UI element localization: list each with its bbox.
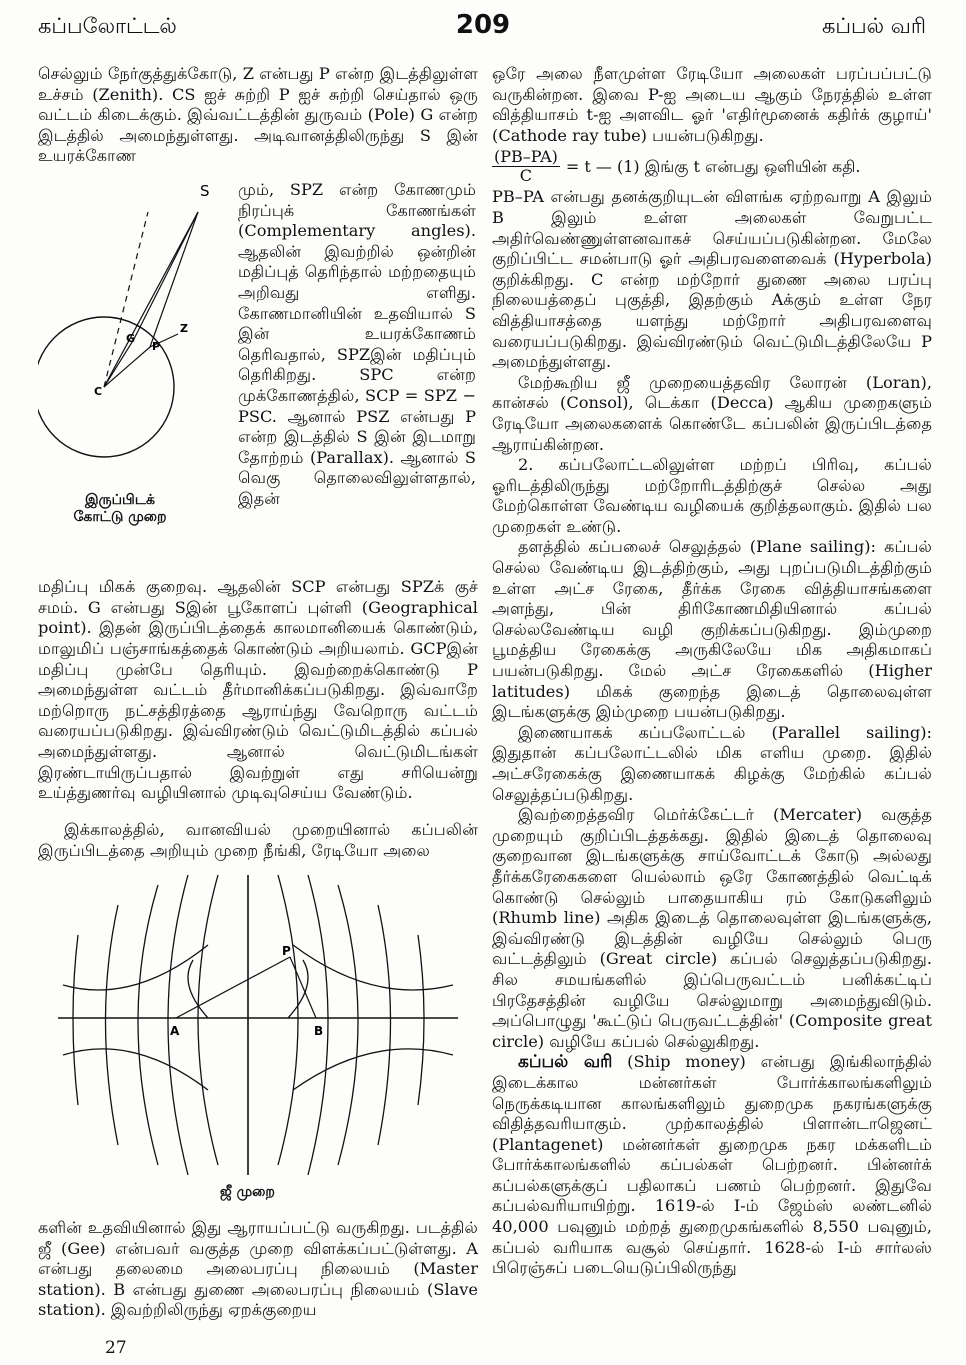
right-paragraph5: தளத்தில் கப்பலைச் செலுத்தல் (Plane sailing): கப்பல் செல்ல வேண்டிய இடத்திற்கும், அது புறப்படுமிடத்திற்கும் உள்ள அட்ச ரேகை, தீர்க்க ரேகை வித்தியாசங்களை அளந்து, பின் திரிகோணமிதியினால் கப்பல் செல்லவேண்டிய வழி குறிக்கப்படுகிறது. இம்முறை பூமத்திய ரேகைக்கு அருகிலேயே மிக அதிகமாகப் பயன்படுகிறது. மேல் அட்ச ரேகைகளில் (Higher latitudes) மிகக் குறைந்த இடைத் தொலைவுள்ள இடங்களுக்கு இம்முறை பயன்படுகிறது. [492, 537, 932, 722]
line-c-p [104, 347, 150, 387]
label-c: C [94, 385, 103, 398]
right-paragraph6: இணையாகக் கப்பலோட்டல் (Parallel sailing): இதுதான் கப்பலோட்டலில் மிக எளிய முறை. இதில் அட்சரேகைக்கு இணையாகக் கிழக்கு மேற்கில் கப்பல் செலுத்தப்படுகிறது. [492, 722, 932, 804]
line-a-p [176, 957, 290, 1018]
left-lower-text [38, 561, 478, 877]
left-lower-paragraph2: இக்காலத்தில், வானவியல் முறையினால் கப்பலின் இருப்பிடத்தை அறியும் முறை நீங்கி, ரேடியோ அலை [38, 819, 478, 860]
page-header-right: கப்பல் வரி [821, 14, 926, 38]
left-lower-paragraph1: மதிப்பு மிகக் குறைவு. ஆதலின் SCP என்பது SPZக் குச் சமம். G என்பது Sஇன் பூகோளப் புள்ளி (Geographical point). இதன் இருப்பிடத்தைக் காலமானியைக் கொண்டும், மாலுமிப் பஞ்சாங்கத்தைக் கொண்டும் அறியலாம். GCPஇன் மதிப்பு முன்பே தெரியும். இவற்றைக்கொண்டு P அமைந்துள்ள வட்டம் தீர்மானிக்கப்படுகிறது. இவ்வாறே மற்றொரு நட்சத்திரத்தை ஆராய்ந்து வேறொரு வட்டம் வரையப்படுகிறது. இவ்விரண்டும் வெட்டுமிடத்தில் கப்பல் அமைந்துள்ளது. ஆனால் வெட்டுமிடங்கள் இரண்டாயிருப்பதால் இவற்றுள் எது சரியென்று உய்த்துணர்வு வழியினால் முடிவுசெய்ய வேண்டும். [38, 577, 478, 803]
figure2-caption: ஜீ முறை [220, 1184, 275, 1200]
right-paragraph1: ஒரே அலை நீளமுள்ள ரேடியோ அலைகள் பரப்பப்பட்டு வருகின்றன. இவை P-ஐ அடைய ஆகும் நேரத்தில் உள்ள வித்தியாசம் t-ஐ அளவிட ஓர் 'எதிர்மூனைக் கதிர்க் குழாய்' (Cathode ray tube) பயன்படுகிறது. [492, 64, 932, 145]
figure1-caption [45, 492, 195, 526]
left-column-top [38, 64, 478, 167]
left-wrap-text: மும், SPZ என்ற கோணமும் நிரப்புக் கோணங்கள் (Complementary angles). ஆதலின் இவற்றில் ஒன்றின் மதிப்புத் தெரிந்தால் மற்றதையும் அறிவது எளிது. கோணமானியின் உதவியால் S இன் உயரக்கோணம் தெரிவதால், SPZஇன் மதிப்பும் தெரிகிறது. SPC என்ற முக்கோணத்தில், SCP = SPZ − PSC. ஆனால் PSZ என்பது P என்ற இடத்தில் S இன் இடமாறு தோற்றம் (Parallax). ஆனால் S வெகு தொலைவிலுள்ளதால், இதன் [238, 180, 476, 508]
figure-gee-hyperbola [58, 865, 458, 1185]
formula-denominator: C [519, 166, 533, 186]
left-bottom-text: களின் உதவியினால் இது ஆராயப்பட்டு வருகிறது. படத்தில் ஜீ (Gee) என்பவர் வகுத்த முறை விளக்கப்பட்டுள்ளது. A என்பது தலைமை அலைபரப்பு நிலையம் (Master station). B என்பது துணை அலைபரப்பு நிலையம் (Slave station). இவற்றிலிருந்து ஏறக்குறைய [38, 1218, 478, 1320]
formula-numerator: (PB–PA) [494, 147, 558, 167]
entry-heading: கப்பல் வரி [518, 1052, 613, 1073]
label-z: Z [180, 322, 188, 335]
label-b: B [314, 1024, 324, 1038]
formula-rest: = t — (1) இங்கு t என்பது ஒளியின் கதி. [565, 156, 861, 176]
line-p-s [150, 212, 198, 347]
right-paragraph3: மேற்கூறிய ஜீ முறையைத்தவிர லோரன் (Loran), கான்சல் (Consol), டெக்கா (Decca) ஆகிய முறைகளும் ரேடியோ அலைகளைக் கொண்டே கப்பலின் இருப்பிடத்தை ஆராய்கின்றன. [492, 372, 932, 454]
label-s: S [200, 182, 210, 200]
right-paragraph7: இவற்றைத்தவிர மெர்க்கேட்டர் (Mercater) வகுத்த முறையும் குறிப்பிடத்தக்கது. இதில் இடைத் தொலைவு குறைவான இடங்களுக்கு சாய்வோட்டக் கோடு அல்லது தீர்க்கரேகைகளை யெல்லாம் ஒரே கோணத்தில் வெட்டிக் கொண்டு செல்லும் பாதையாகிய ரம் கோடுகளிலும் (Rhumb line) அதிக இடைத் தொலைவுள்ள இடங்களுக்கு, இவ்விரண்டு இடத்தின் வழியே செல்லும் பெரு வட்டத்திலும் (Great circle) கப்பல் செலுத்தப்படுகிறது. சில சமயங்களில் இப்பெருவட்டம் பனிக்கட்டிப் பிரதேசத்தின் வழியே செல்லுமாறு அமைந்துவிடும். அப்பொழுது 'கூட்டுப் பெருவட்டத்தின்' (Composite great circle) வழியே கப்பல் செல்லுகிறது. [492, 805, 932, 1051]
right-paragraph4: 2. கப்பலோட்டலிலுள்ள மற்றப் பிரிவு, கப்பல் ஓரிடத்திலிருந்து மற்றோரிடத்திற்குச் செல்ல அது மேற்கொள்ள வேண்டிய வழியைக் குறித்தலாகும். இதில் பல முறைகள் உண்டு. [492, 455, 932, 536]
figure-position-line [38, 182, 238, 528]
line-c-g [104, 339, 134, 387]
line-c-s-dashed [104, 212, 148, 387]
right-column [492, 64, 932, 1279]
formula [492, 148, 932, 185]
entry-body: (Ship money) என்பது இங்கிலாந்தில் இடைக்கால மன்னர்கள் போர்க்காலங்களிலும் நெருக்கடியான காலங்களிலும் துறைமுக நகரங்களுக்கு விதித்தவரியாகும். முற்காலத்தில் பிளான்டாஜெனட் (Plantagenet) மன்னர்கள் துறைமுக நகர மக்களிடம் போர்க்காலங்களில் கப்பல்கள் பெற்றனர். பின்னர்க் கப்பல்களுக்குப் பதிலாகப் பணம் பெற்றனர். இதுவே கப்பல்வரியாயிற்று. 1619-ல் I-ம் ஜேம்ஸ் லண்டனில் 40,000 பவுனும் மற்றத் துறைமுகங்களில் 8,550 பவுனும், கப்பல் வரியாக வசூல் செய்தார். 1628-ல் I-ம் சார்லஸ் பிரெஞ்சுப் படையெடுப்பிலிருந்து [492, 1052, 932, 1278]
label-g: G [126, 332, 136, 345]
left-top-paragraph: செல்லும் நேர்குத்துக்கோடு, Z என்பது P என்ற இடத்திலுள்ள உச்சம் (Zenith). CS ஐச் சுற்றி P ஐச் சுற்றி செய்தால் ஒரு வட்டம் கிடைக்கும். இவ்வட்டத்தின் துருவம் (Pole) G என்ற இடத்தில் அமைந்துள்ளது. அடிவானத்திலிருந்து S இன் உயரக்கோண [38, 64, 478, 166]
page-header-left: கப்பலோட்டல் [38, 14, 177, 38]
label-p: P [282, 944, 291, 958]
line-c-s [104, 212, 198, 387]
right-paragraph8 [492, 1052, 932, 1279]
label-p: P [152, 340, 161, 353]
right-paragraph2: PB–PA என்பது தனக்குறியுடன் விளங்க ஏற்றவாறு A இலும் B இலும் உள்ள அலைகள் வேறுபட்ட அதிர்வெண்ணுள்ளனவாகச் செய்யப்படுகின்றன. மேலே குறிப்பிட்ட சமன்பாடு ஓர் அதிபரவளைவைக் (Hyperbola) குறிக்கிறது. C என்ற மற்றோர் துணை அலை பரப்பு நிலையத்தைப் புகுத்தி, இதற்கும் Aக்கும் உள்ள நேர வித்தியாசத்தை யளந்து மற்றோர் அதிபரவளைவு வரையப்படுகிறது. இவ்விரண்டும் வெட்டுமிடத்திலேயே P அமைந்துள்ளது. [492, 187, 932, 372]
figure1-caption-line2: கோட்டு முறை [73, 509, 167, 525]
footer-signature: 27 [105, 1338, 127, 1358]
page-number: 209 [455, 10, 511, 40]
line-b-p [290, 957, 316, 1018]
label-a: A [170, 1024, 180, 1038]
figure1-caption-line1: இருப்பிடக் [85, 492, 155, 508]
line-g-s [134, 212, 198, 339]
